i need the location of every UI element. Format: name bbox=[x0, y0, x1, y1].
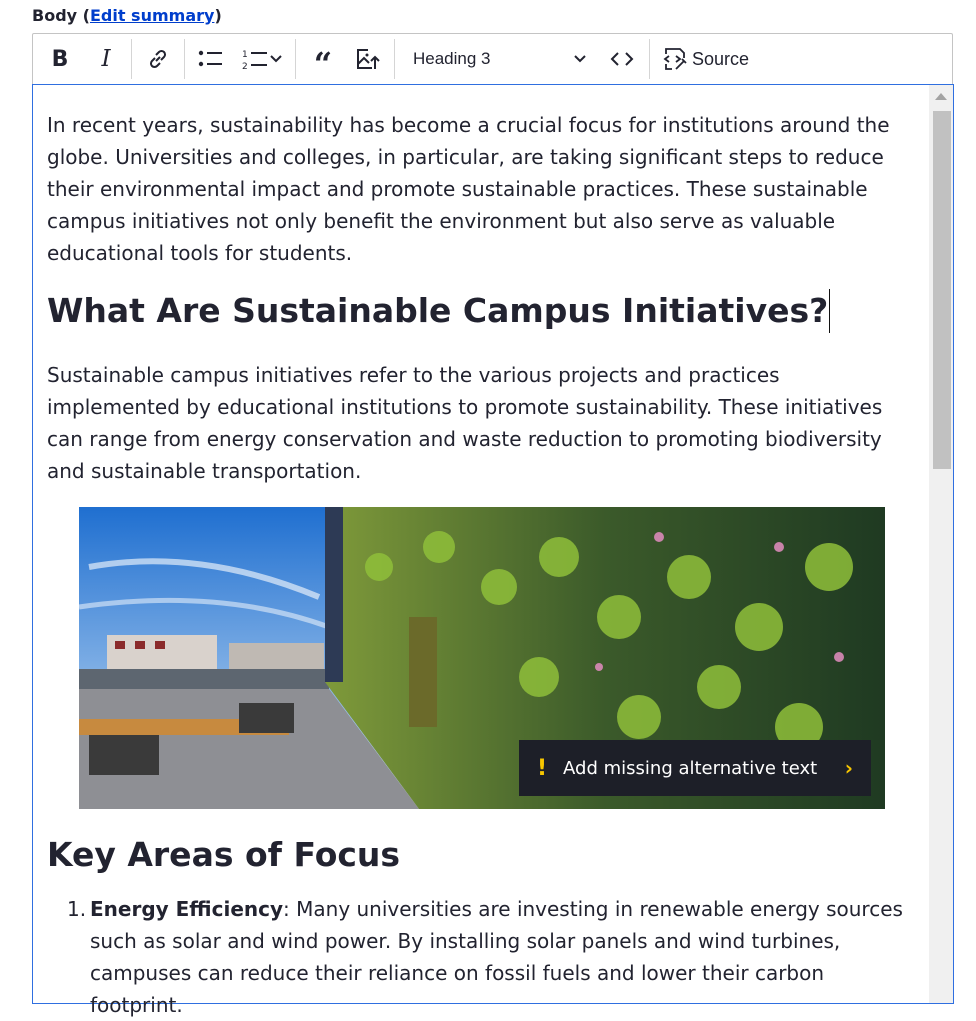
body-label: Body bbox=[32, 6, 78, 25]
chevron-down-icon bbox=[573, 54, 587, 64]
scroll-up-arrow-icon[interactable] bbox=[935, 93, 947, 100]
italic-button[interactable] bbox=[85, 39, 127, 79]
bulleted-list-button[interactable] bbox=[189, 39, 233, 79]
heading-dropdown[interactable] bbox=[399, 39, 599, 79]
source-label: Source bbox=[692, 48, 750, 69]
editor-content-area[interactable] bbox=[32, 84, 954, 1017]
key-areas-list bbox=[47, 893, 907, 1021]
toolbar-divider bbox=[394, 39, 395, 79]
editor-scrollbar[interactable] bbox=[929, 85, 953, 1003]
paren-close: ) bbox=[214, 6, 222, 25]
numbered-list-button[interactable] bbox=[233, 39, 291, 79]
italic-icon: I bbox=[101, 46, 111, 72]
heading-sustainable-campus[interactable] bbox=[47, 289, 830, 333]
svg-text:1: 1 bbox=[242, 50, 248, 60]
list-term: Energy Efficiency bbox=[90, 897, 284, 921]
missing-alt-text-button[interactable] bbox=[519, 740, 871, 796]
source-icon bbox=[662, 46, 688, 72]
list-number: 1. bbox=[67, 897, 87, 921]
bulleted-list-icon bbox=[198, 48, 224, 70]
insert-image-icon bbox=[355, 47, 381, 71]
bold-button[interactable] bbox=[35, 39, 85, 79]
toolbar-divider bbox=[295, 39, 296, 79]
chevron-down-icon bbox=[269, 54, 283, 64]
bold-icon: B bbox=[51, 46, 69, 72]
link-icon bbox=[147, 48, 169, 70]
definition-paragraph[interactable]: Sustainable campus initiatives refer to the various projects and practices implemented by educational institutions to promote sustainability. These initiatives can range from energy conservation and waste reduction to promoting biodiversity and sustainable transportation. bbox=[47, 363, 883, 483]
field-label bbox=[32, 6, 222, 25]
source-button[interactable] bbox=[654, 39, 750, 79]
code-button[interactable] bbox=[599, 39, 645, 79]
warning-icon: ! bbox=[537, 755, 548, 781]
editor-toolbar bbox=[32, 33, 953, 84]
toolbar-divider bbox=[131, 39, 132, 79]
green-wall-image[interactable] bbox=[79, 507, 885, 809]
intro-paragraph[interactable]: In recent years, sustainability has become a crucial focus for institutions around the globe. Universities and colleges, in particular, are taking significant steps to reduce their environmental impact and promote sustainable practices. These sustainable campus initiatives not only benefit the environment but also serve as valuable educational tools for students. bbox=[47, 113, 890, 265]
scroll-thumb[interactable] bbox=[933, 111, 951, 469]
blockquote-icon: “ bbox=[313, 45, 333, 83]
list-item[interactable] bbox=[47, 893, 907, 1021]
heading-dropdown-value: Heading 3 bbox=[413, 49, 491, 68]
heading-text: What Are Sustainable Campus Initiatives? bbox=[47, 291, 829, 330]
toolbar-divider bbox=[184, 39, 185, 79]
chevron-right-icon: › bbox=[844, 756, 853, 780]
code-icon bbox=[610, 51, 634, 67]
svg-text:2: 2 bbox=[242, 62, 248, 72]
toolbar-divider bbox=[649, 39, 650, 79]
edit-summary-link[interactable]: Edit summary bbox=[89, 6, 215, 25]
numbered-list-icon bbox=[241, 47, 269, 71]
list-text: : Many universities are investing in renewable energy sources such as solar and wind power. By installing solar panels and wind turbines, campuses can reduce their reliance on fossil fuels and lower their carbon footprint. bbox=[90, 897, 903, 1017]
blockquote-button[interactable] bbox=[300, 39, 346, 83]
missing-alt-text-label: Add missing alternative text bbox=[563, 757, 818, 779]
link-button[interactable] bbox=[136, 39, 180, 79]
insert-image-button[interactable] bbox=[346, 39, 390, 79]
heading-key-areas[interactable]: Key Areas of Focus bbox=[47, 835, 401, 874]
paren-open: ( bbox=[82, 6, 90, 25]
text-caret bbox=[829, 289, 830, 333]
